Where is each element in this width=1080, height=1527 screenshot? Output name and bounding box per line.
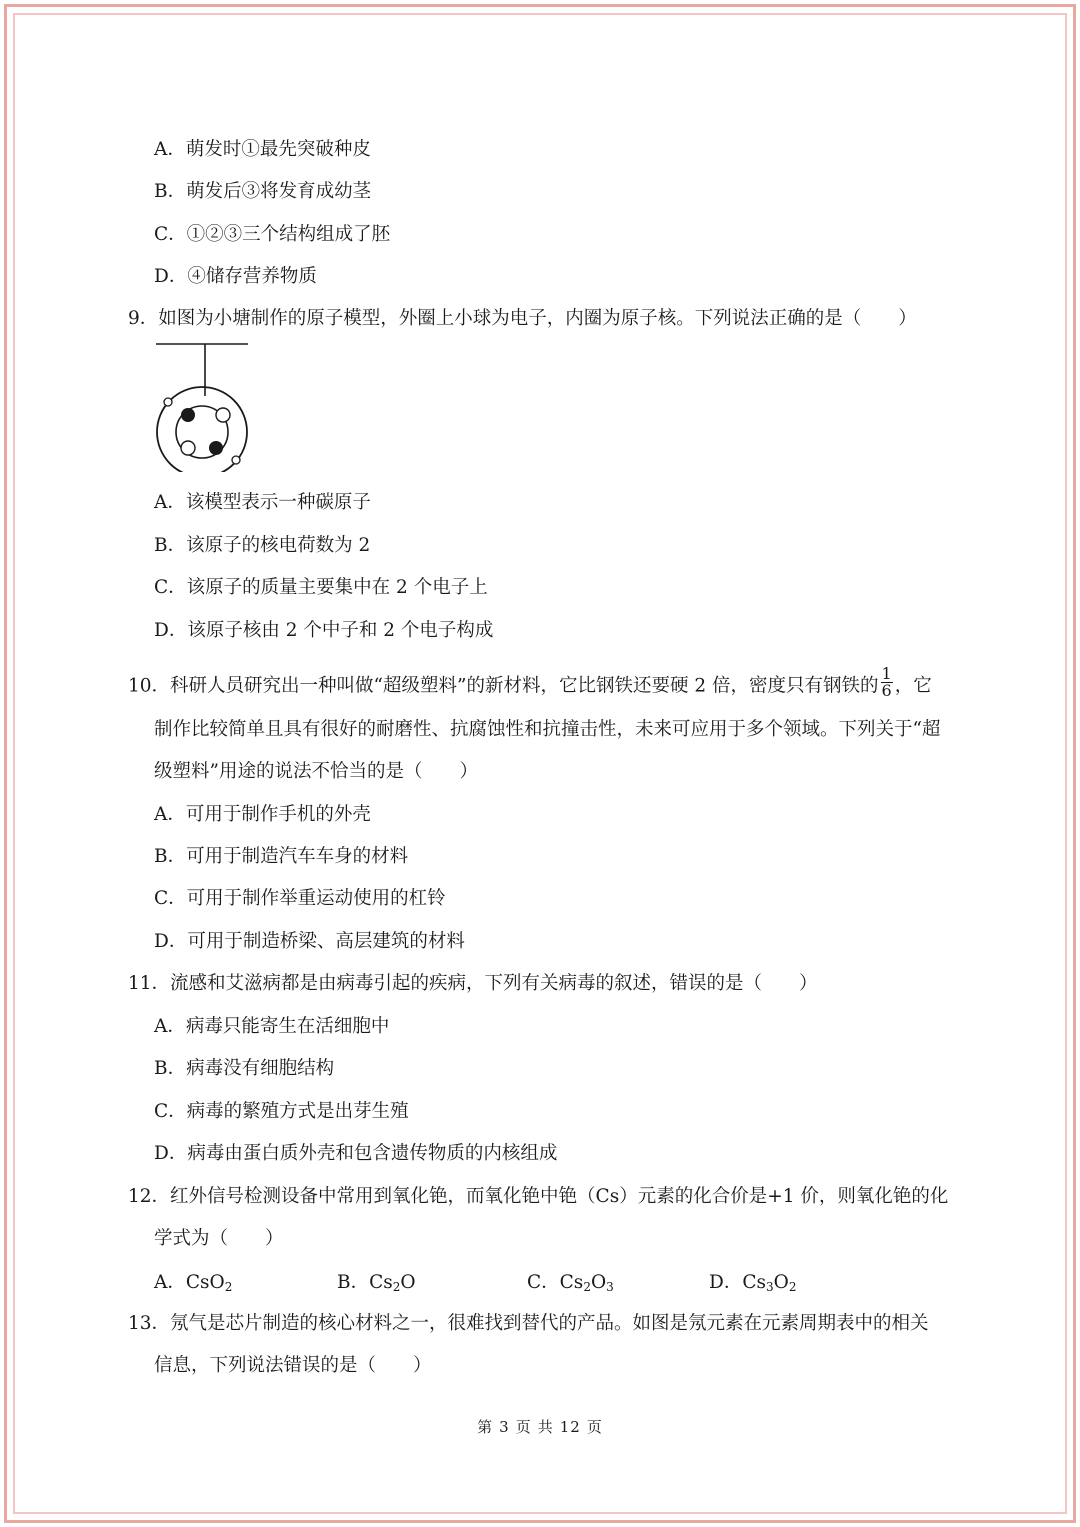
q13-stem-line1: 13．氖气是芯片制造的核心材料之一，很难找到替代的产品。如图是氖元素在元素周期表中的相关 xyxy=(128,1313,929,1334)
formula-part: CsO xyxy=(185,1272,225,1293)
q11-option-a: A．病毒只能寄生在活细胞中 xyxy=(154,1016,390,1037)
q10-option-a: A．可用于制作手机的外壳 xyxy=(154,804,371,825)
formula-part: Cs xyxy=(559,1272,584,1293)
q10-fraction xyxy=(881,666,893,699)
q9-option-b: B．该原子的核电荷数为 2 xyxy=(154,535,371,556)
footer-word: 第 xyxy=(477,1418,494,1436)
q8-option-a: A．萌发时①最先突破种皮 xyxy=(154,139,371,160)
q9-option-a: A．该模型表示一种碳原子 xyxy=(154,492,371,513)
q9-option-c: C．该原子的质量主要集中在 2 个电子上 xyxy=(154,577,488,598)
q13-stem-line2: 信息，下列说法错误的是（ ） xyxy=(154,1355,432,1376)
electron-top-left xyxy=(164,398,172,406)
atom-model-figure xyxy=(150,336,256,472)
formula-subscript: 2 xyxy=(224,1280,233,1294)
q9-option-d: D．该原子核由 2 个中子和 2 个电子构成 xyxy=(154,620,494,641)
q12-option-a xyxy=(154,1271,232,1299)
formula-part: O xyxy=(773,1272,789,1293)
formula-subscript: 3 xyxy=(766,1280,774,1294)
page-footer xyxy=(0,1416,1080,1437)
q8-option-c: C．①②③三个结构组成了胚 xyxy=(154,224,391,245)
option-label: C． xyxy=(527,1272,560,1293)
neutron-particle xyxy=(216,408,230,422)
fraction-denominator: 6 xyxy=(881,681,892,700)
electron-bottom-right xyxy=(232,456,240,464)
footer-word: 共 xyxy=(537,1418,554,1436)
option-label: B． xyxy=(337,1272,370,1293)
formula-subscript: 3 xyxy=(606,1280,614,1294)
q10-stem-line2: 制作比较简单且具有很好的耐磨性、抗腐蚀性和抗撞击性，未来可应用于多个领域。下列关于“超 xyxy=(154,719,941,740)
q12-stem-line2: 学式为（ ） xyxy=(154,1228,284,1249)
footer-word: 页 xyxy=(586,1418,603,1436)
q12-stem-line1: 12．红外信号检测设备中常用到氧化铯，而氧化铯中铯（Cs）元素的化合价是+1 价，则氧化铯的化 xyxy=(128,1186,949,1207)
q9-stem: 9．如图为小塘制作的原子模型，外圈上小球为电子，内圈为原子核。下列说法正确的是（ ） xyxy=(128,308,917,329)
formula-part: O xyxy=(590,1272,607,1293)
q8-option-b: B．萌发后③将发育成幼茎 xyxy=(154,181,372,202)
formula-part: O xyxy=(400,1272,416,1293)
q11-option-d: D．病毒由蛋白质外壳和包含遗传物质的内核组成 xyxy=(154,1143,558,1164)
q8-option-d: D．④储存营养物质 xyxy=(154,266,317,287)
formula-part: Cs xyxy=(369,1272,393,1293)
proton-particle xyxy=(181,408,195,422)
current-page-number: 3 xyxy=(499,1418,510,1436)
q10-option-c: C．可用于制作举重运动使用的杠铃 xyxy=(154,888,446,909)
neutron-particle xyxy=(181,441,195,455)
q10-stem-part2: ，它 xyxy=(894,675,932,697)
q10-option-d: D．可用于制造桥梁、高层建筑的材料 xyxy=(154,931,465,952)
formula-subscript: 2 xyxy=(583,1280,591,1294)
q11-option-b: B．病毒没有细胞结构 xyxy=(154,1058,335,1079)
total-page-count: 12 xyxy=(559,1418,581,1436)
q10-stem-line3: 级塑料”用途的说法不恰当的是（ ） xyxy=(154,761,478,782)
footer-word: 页 xyxy=(515,1418,532,1436)
q12-option-b xyxy=(337,1271,416,1299)
q11-stem: 11．流感和艾滋病都是由病毒引起的疾病，下列有关病毒的叙述，错误的是（ ） xyxy=(128,973,818,994)
formula-subscript: 2 xyxy=(392,1280,401,1294)
q10-stem-line1 xyxy=(128,664,932,703)
fraction-numerator: 1 xyxy=(881,664,892,683)
option-label: D． xyxy=(709,1272,743,1293)
formula-part: Cs xyxy=(742,1272,766,1293)
option-label: A． xyxy=(154,1272,186,1293)
q10-stem-part1: 10．科研人员研究出一种叫做“超级塑料”的新材料，它比钢铁还要硬 2 倍，密度只有钢铁的 xyxy=(128,675,879,697)
proton-particle xyxy=(209,441,223,455)
q10-option-b: B．可用于制造汽车车身的材料 xyxy=(154,846,409,867)
q11-option-c: C．病毒的繁殖方式是出芽生殖 xyxy=(154,1101,409,1122)
formula-subscript: 2 xyxy=(788,1280,797,1294)
q12-option-c xyxy=(527,1271,614,1299)
q12-option-d xyxy=(709,1271,796,1299)
